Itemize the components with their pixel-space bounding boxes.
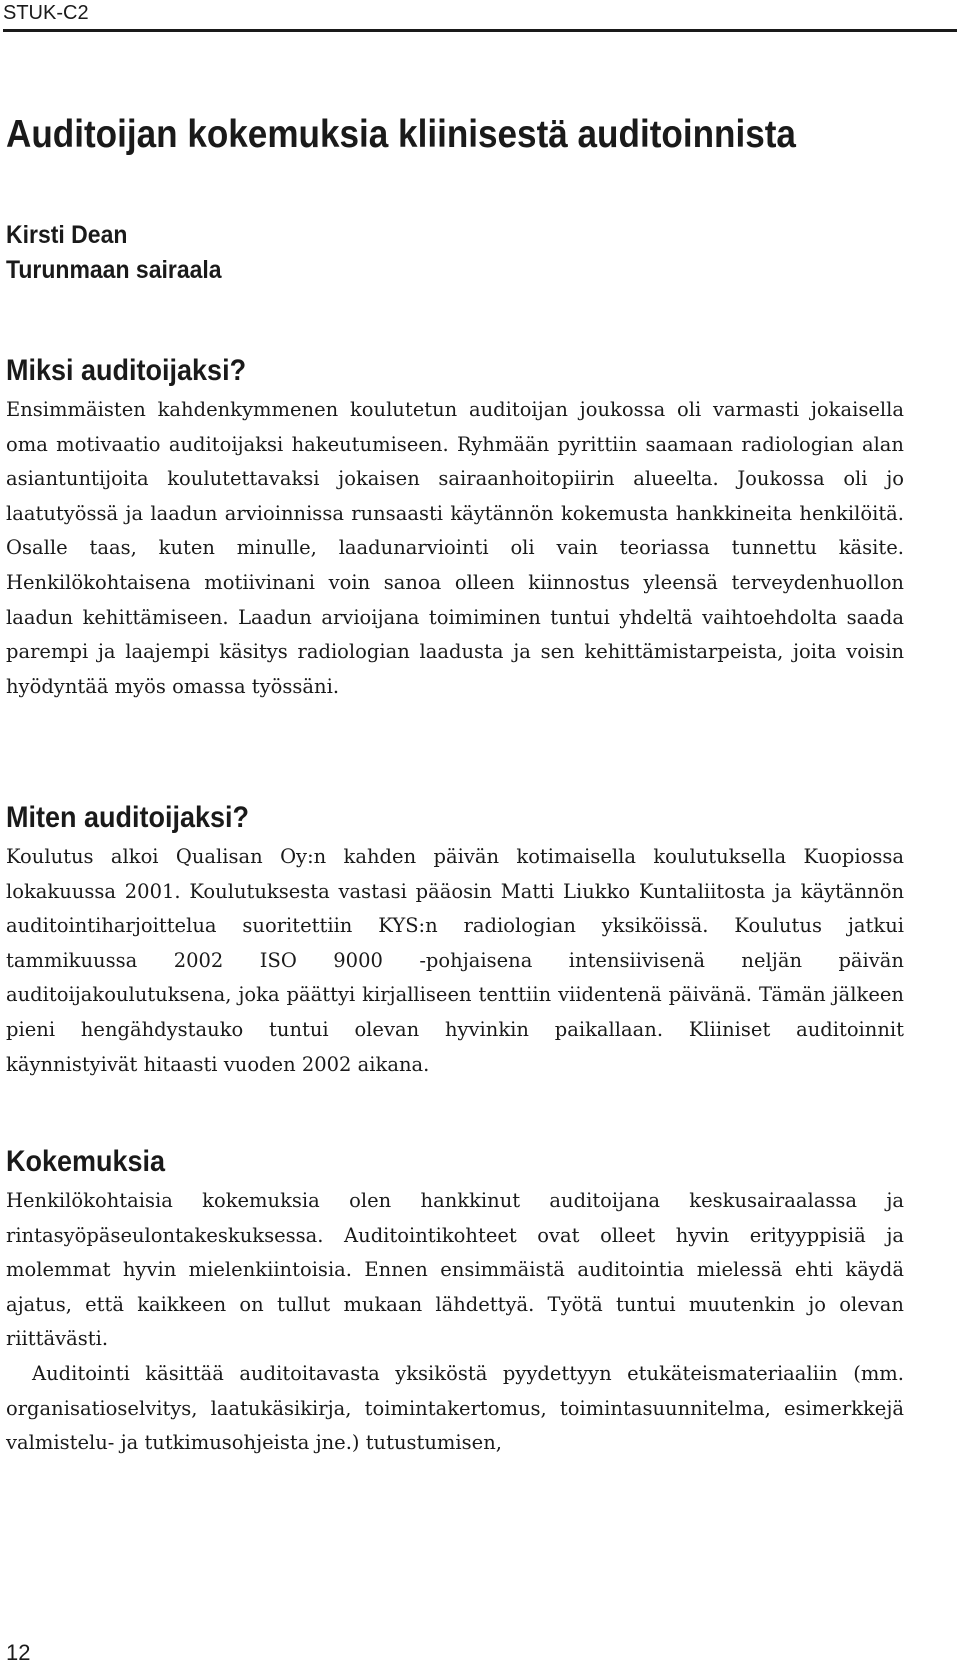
section-heading: Miten auditoijaksi? [6, 801, 250, 834]
article-title: Auditoijan kokemuksia kliinisestä auditoinnista [6, 113, 796, 156]
body-paragraph: Henkilökohtaisia kokemuksia olen hankkinut auditoijana keskusairaalassa ja rintasyöpäseulontakeskuksessa. Auditointikohteet ovat olleet hyvin erityyppisiä ja molemmat hyvin mielenkiintoisia. Ennen ensimmäistä auditointia mielessä ehti käydä ajatus, että kaikkeen on tullut mukaan lähdettyä. Työtä tuntui muutenkin jo olevan riittävästi. [6, 1189, 904, 1351]
author-block [6, 218, 240, 288]
section-how-auditor [6, 800, 904, 1082]
section-experiences [6, 1144, 904, 1461]
section-heading: Kokemuksia [6, 1145, 166, 1178]
body-paragraph: Auditointi käsittää auditoitavasta yksiköstä pyydettyyn etukäteismateriaaliin (mm. organisatioselvitys, laatukäsikirja, toimintakertomus, toimintasuunnitelma, esimerkkejä valmistelu- ja tutkimusohjeista jne.) tutustumisen, [6, 1361, 904, 1455]
section-why-auditor [6, 353, 904, 704]
body-paragraph: Koulutus alkoi Qualisan Oy:n kahden päivän kotimaisella koulutuksella Kuopiossa lokakuussa 2001. Koulutuksesta vastasi pääosin Matti Liukko Kuntaliitosta ja käytännön auditointiharjoittelua suoritettiin KYS:n radiologian yksiköissä. Koulutus jatkui tammikuussa 2002 ISO 9000 -pohjaisena intensiivisenä neljän päivän auditoijakoulutuksena, joka päättyi kirjalliseen tenttiin viidentenä päivänä. Tämän jälkeen pieni hengähdystauko tuntui olevan hyvinkin paikallaan. Kliiniset auditoinnit käynnistyivät hitaasti vuoden 2002 aikana. [6, 845, 904, 1076]
section-heading: Miksi auditoijaksi? [6, 354, 247, 387]
running-header-label: STUK-C2 [3, 2, 89, 24]
author-name: Kirsti Dean [6, 221, 128, 249]
page-number: 12 [6, 1640, 31, 1665]
header-rule [3, 29, 957, 32]
body-paragraph: Ensimmäisten kahdenkymmenen koulutetun auditoijan joukossa oli varmasti jokaisella oma motivaatio auditoijaksi hakeutumiseen. Ryhmään pyrittiin saamaan radiologian alan asiantuntijoita koulutettavaksi jokaisen sairaanhoitopiirin alueelta. Joukossa oli jo laatutyössä ja laadun arvioinnissa runsaasti käytännön kokemusta hankkineita henkilöitä. Osalle taas, kuten minulle, laadunarviointi oli vain teoriassa tunnettu käsite. Henkilökohtaisena motiivinani voin sanoa olleen kiinnostus yleensä terveydenhuollon laadun kehittämiseen. Laadun arvioijana toimiminen tuntui yhdeltä vaihtoehdolta saada parempi ja laajempi käsitys radiologian laadusta ja sen kehittämistarpeista, joita voisin hyödyntää myös omassa työssäni. [6, 398, 904, 698]
author-affiliation: Turunmaan sairaala [6, 256, 222, 284]
